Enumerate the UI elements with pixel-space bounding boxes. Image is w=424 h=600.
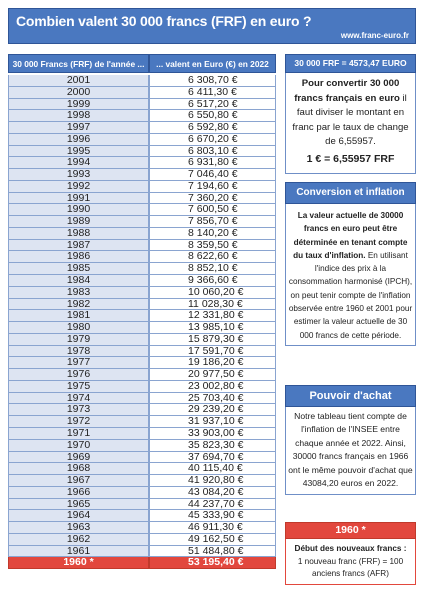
year-cell: 1987: [8, 240, 149, 252]
year-cell: 1972: [8, 416, 149, 428]
year-cell: 1985: [8, 263, 149, 275]
year-cell: 1976: [8, 369, 149, 381]
year-cell: 1975: [8, 381, 149, 393]
value-cell: 17 591,70 €: [149, 346, 276, 358]
conversion-table: [8, 54, 276, 569]
value-cell: 7 600,50 €: [149, 204, 276, 216]
value-cell: 45 333,90 €: [149, 510, 276, 522]
table-row: [8, 134, 276, 146]
year-cell: 1979: [8, 334, 149, 346]
year-cell: 1986: [8, 251, 149, 263]
year-cell: 1977: [8, 357, 149, 369]
year-cell: 1966: [8, 487, 149, 499]
value-cell: 12 331,80 €: [149, 310, 276, 322]
year-cell: 2000: [8, 87, 149, 99]
year-cell: 1960 *: [8, 557, 149, 569]
year-cell: 1996: [8, 134, 149, 146]
value-cell: 19 186,20 €: [149, 357, 276, 369]
rate-box-heading: 30 000 FRF = 4573,47 EURO: [285, 54, 416, 73]
page-title: Combien valent 30 000 francs (FRF) en euro ?: [16, 13, 312, 29]
year-cell: 1983: [8, 287, 149, 299]
new-franc-text-bold: Début des nouveaux francs :: [294, 544, 407, 553]
value-cell: 44 237,70 €: [149, 499, 276, 511]
year-cell: 1964: [8, 510, 149, 522]
value-cell: 8 622,60 €: [149, 251, 276, 263]
inflation-box-body: [285, 204, 416, 346]
inflation-box-text-bold: La valeur actuelle de 30000 francs en euro peut être déterminée en tenant compte du taux d'inflation.: [293, 211, 408, 260]
year-cell: 1961: [8, 546, 149, 558]
year-cell: 1980: [8, 322, 149, 334]
new-franc-body: [285, 539, 416, 585]
year-cell: 1998: [8, 110, 149, 122]
value-cell: 7 194,60 €: [149, 181, 276, 193]
inflation-box-heading: Conversion et inflation: [285, 182, 416, 204]
value-cell: 41 920,80 €: [149, 475, 276, 487]
table-row: [8, 334, 276, 346]
table-header: [8, 54, 276, 73]
value-cell: 35 823,30 €: [149, 440, 276, 452]
value-cell: 6 931,80 €: [149, 157, 276, 169]
table-row: [8, 381, 276, 393]
inflation-box: [285, 182, 416, 346]
year-cell: 1968: [8, 463, 149, 475]
year-cell: 1963: [8, 522, 149, 534]
year-cell: 1999: [8, 99, 149, 111]
year-cell: 1997: [8, 122, 149, 134]
purchasing-power-heading: Pouvoir d'achat: [285, 385, 416, 407]
column-header-value: ... valent en Euro (€) en 2022: [149, 54, 276, 73]
value-cell: 49 162,50 €: [149, 534, 276, 546]
table-row: [8, 440, 276, 452]
new-franc-box: [285, 522, 416, 585]
year-cell: 2001: [8, 75, 149, 87]
page-header: [8, 8, 416, 44]
year-cell: 1969: [8, 452, 149, 464]
year-cell: 1981: [8, 310, 149, 322]
value-cell: 6 550,80 €: [149, 110, 276, 122]
table-row: [8, 228, 276, 240]
value-cell: 46 911,30 €: [149, 522, 276, 534]
year-cell: 1988: [8, 228, 149, 240]
year-cell: 1962: [8, 534, 149, 546]
table-row: [8, 557, 276, 569]
table-row: [8, 534, 276, 546]
table-row: [8, 75, 276, 87]
rate-box-text: il faut diviser le montant en franc par le taux de change de 6,55957.: [292, 92, 409, 148]
value-cell: 33 903,00 €: [149, 428, 276, 440]
value-cell: 8 359,50 €: [149, 240, 276, 252]
value-cell: 11 028,30 €: [149, 299, 276, 311]
year-cell: 1984: [8, 275, 149, 287]
value-cell: 37 694,70 €: [149, 452, 276, 464]
inflation-box-text: En utilisant l'indice des prix à la consommation harmonisé (IPCH), on peut tenir compte de l'inflation observée entre 1960 et 2001 pour estimer la valeur actuelle de 30 000 francs de cette période.: [288, 250, 413, 340]
table-row: [8, 87, 276, 99]
value-cell: 13 985,10 €: [149, 322, 276, 334]
value-cell: 31 937,10 €: [149, 416, 276, 428]
value-cell: 23 002,80 €: [149, 381, 276, 393]
rate-box-text-bold: Pour convertir 30 000 francs français en euro: [294, 78, 400, 104]
value-cell: 20 977,50 €: [149, 369, 276, 381]
value-cell: 7 360,20 €: [149, 193, 276, 205]
rate-box-body: [285, 73, 416, 174]
table-row: [8, 181, 276, 193]
value-cell: 8 852,10 €: [149, 263, 276, 275]
value-cell: 6 592,80 €: [149, 122, 276, 134]
year-cell: 1990: [8, 204, 149, 216]
year-cell: 1971: [8, 428, 149, 440]
new-franc-text: 1 nouveau franc (FRF) = 100 anciens francs (AFR): [297, 556, 404, 579]
value-cell: 6 803,10 €: [149, 146, 276, 158]
year-cell: 1982: [8, 299, 149, 311]
value-cell: 6 411,30 €: [149, 87, 276, 99]
year-cell: 1973: [8, 404, 149, 416]
year-cell: 1965: [8, 499, 149, 511]
year-cell: 1995: [8, 146, 149, 158]
year-cell: 1989: [8, 216, 149, 228]
value-cell: 25 703,40 €: [149, 393, 276, 405]
value-cell: 51 484,80 €: [149, 546, 276, 558]
value-cell: 9 366,60 €: [149, 275, 276, 287]
column-header-year: 30 000 Francs (FRF) de l'année ...: [8, 54, 149, 73]
value-cell: 7 046,40 €: [149, 169, 276, 181]
table-row: [8, 487, 276, 499]
year-cell: 1993: [8, 169, 149, 181]
table-body: [8, 75, 276, 569]
new-franc-heading: 1960 *: [285, 522, 416, 539]
rate-box: [285, 54, 416, 174]
exchange-rate: 1 € = 6,55957 FRF: [306, 152, 395, 165]
year-cell: 1991: [8, 193, 149, 205]
year-cell: 1978: [8, 346, 149, 358]
year-cell: 1970: [8, 440, 149, 452]
value-cell: 15 879,30 €: [149, 334, 276, 346]
purchasing-power-body: Notre tableau tient compte de l'inflation de l'INSEE entre chaque année et 2022. Ainsi, 30000 francs français en 1966 ont le même pouvoir d'achat que 43084,20 euros en 2022.: [285, 407, 416, 495]
year-cell: 1992: [8, 181, 149, 193]
table-row: [8, 428, 276, 440]
year-cell: 1967: [8, 475, 149, 487]
year-cell: 1974: [8, 393, 149, 405]
year-cell: 1994: [8, 157, 149, 169]
value-cell: 29 239,20 €: [149, 404, 276, 416]
value-cell: 6 517,20 €: [149, 99, 276, 111]
table-row: [8, 287, 276, 299]
value-cell: 40 115,40 €: [149, 463, 276, 475]
site-url[interactable]: www.franc-euro.fr: [340, 31, 409, 40]
value-cell: 53 195,40 €: [149, 557, 276, 569]
value-cell: 7 856,70 €: [149, 216, 276, 228]
value-cell: 43 084,20 €: [149, 487, 276, 499]
purchasing-power-box: [285, 385, 416, 495]
value-cell: 8 140,20 €: [149, 228, 276, 240]
value-cell: 6 670,20 €: [149, 134, 276, 146]
value-cell: 6 308,70 €: [149, 75, 276, 87]
value-cell: 10 060,20 €: [149, 287, 276, 299]
